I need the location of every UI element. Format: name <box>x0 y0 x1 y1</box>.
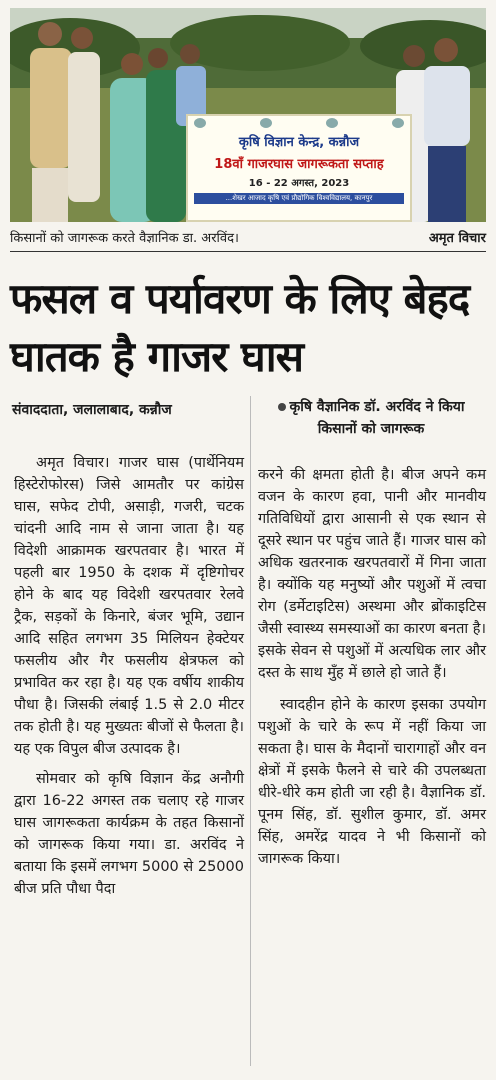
column-divider <box>250 396 251 1066</box>
bullet-icon <box>278 403 286 411</box>
person-left-elder <box>30 22 72 222</box>
banner-dates: 16 - 22 अगस्त, 2023 <box>248 178 350 189</box>
newspaper-brand: अमृत विचार <box>428 231 486 246</box>
subheadline <box>258 396 484 440</box>
article-column-right <box>258 464 486 870</box>
caption-rule <box>10 251 486 252</box>
news-photo <box>10 8 486 222</box>
photo-caption-row <box>10 224 486 250</box>
paragraph: करने की क्षमता होती है। बीज अपने कम वजन के कारण हवा, पानी और मानवीय गतिविधियों द्वारा आसानी से एक स्थान से दूसरे स्थान पर पहुंच जाते हैं। गाजर घास को अधिक खतरनाक खरपतवारों में गिना जाता है। क्योंकि यह मनुष्यों और पशुओं में त्वचा रोग (डर्मेटाइटिस) अस्थमा और ब्रोंकाइटिस जैसी स्वास्थ्य समस्याओं का कारण बनता है। इसके सेवन से पशुओं में अत्यधिक लार और दस्त के साथ मुँह में छाले हो जाते हैं। <box>258 467 486 681</box>
event-banner <box>186 114 412 222</box>
banner-title: कृषि विज्ञान केन्द्र, कन्नौज <box>238 135 360 150</box>
photo-caption: किसानों को जागरूक करते वैज्ञानिक डा. अरविंद। <box>10 231 239 246</box>
paragraph: स्वादहीन होने के कारण इसका उपयोग पशुओं के चारे के रूप में नहीं किया जा सकता है। घास के मैदानों चारागाहों और वन क्षेत्रों में इसके फैलने से चारे की उपलब्धता धीरे-धीरे कम होती जा रही है। वैज्ञानिक डॉ. पूनम सिंह, डॉ. सुशील कुमार, डॉ. अमर सिंह, अमरेंद्र यादव ने भी किसानों को जागरूक किया। <box>258 697 486 867</box>
headline: फसल व पर्यावरण के लिए बेहद घातक है गाजर घास <box>10 274 470 381</box>
dateline: संवाददाता, जलालाबाद, कन्नौज <box>12 402 172 418</box>
banner-logos <box>194 118 404 130</box>
paragraph: अमृत विचार। गाजर घास (पार्थेनियम हिस्टेरोफोरस) जिसे आमतौर पर कांग्रेस घास, सफेद टोपी, असाड़ी, गजरी, चटक चांदनी आदि नाम से जाना जाता है। यह विदेशी आक्रामक खरपतवार है। भारत में पहली बार 1950 के दशक में दृष्टिगोचर होने के बाद यह विदेशी खरपतवार रेलवे ट्रैक, सड़कों के किनारे, बंजर भूमि, उद्यान आदि सहित लगभग 35 मिलियन हेक्टेयर फसलीय और गैर फसलीय क्षेत्रफल को प्रभावित कर रहा है। यह एक वर्षीय शाकीय पौधा है। जिसकी लंबाई 1.5 से 2.0 मीटर तक होती है। यह मुख्यतः बीजों से फैलता है। यह एक विपुल बीज उत्पादक है। <box>14 455 244 757</box>
paragraph: सोमवार को कृषि विज्ञान केंद्र अनौगी द्वारा 16-22 अगस्त तक चलाए रहे गाजर घास जागरूकता कार्यक्रम के तहत किसानों को जागरूक किया गया। डा. अरविंद ने बताया कि इसमें लगभग 5000 से 25000 बीज प्रति पौधा पैदा <box>14 771 244 897</box>
article-column-left <box>14 452 244 900</box>
banner-university: ...शेखर आजाद कृषि एवं प्रौद्योगिक विश्वविद्यालय, कानपुर <box>194 193 404 204</box>
banner-event: 18वाँ गाजरघास जागरूकता सप्ताह <box>214 157 384 172</box>
person-left-second <box>68 27 100 202</box>
subheadline-text: कृषि वैज्ञानिक डॉ. अरविंद ने किया किसानों को जागरूक <box>289 399 465 437</box>
